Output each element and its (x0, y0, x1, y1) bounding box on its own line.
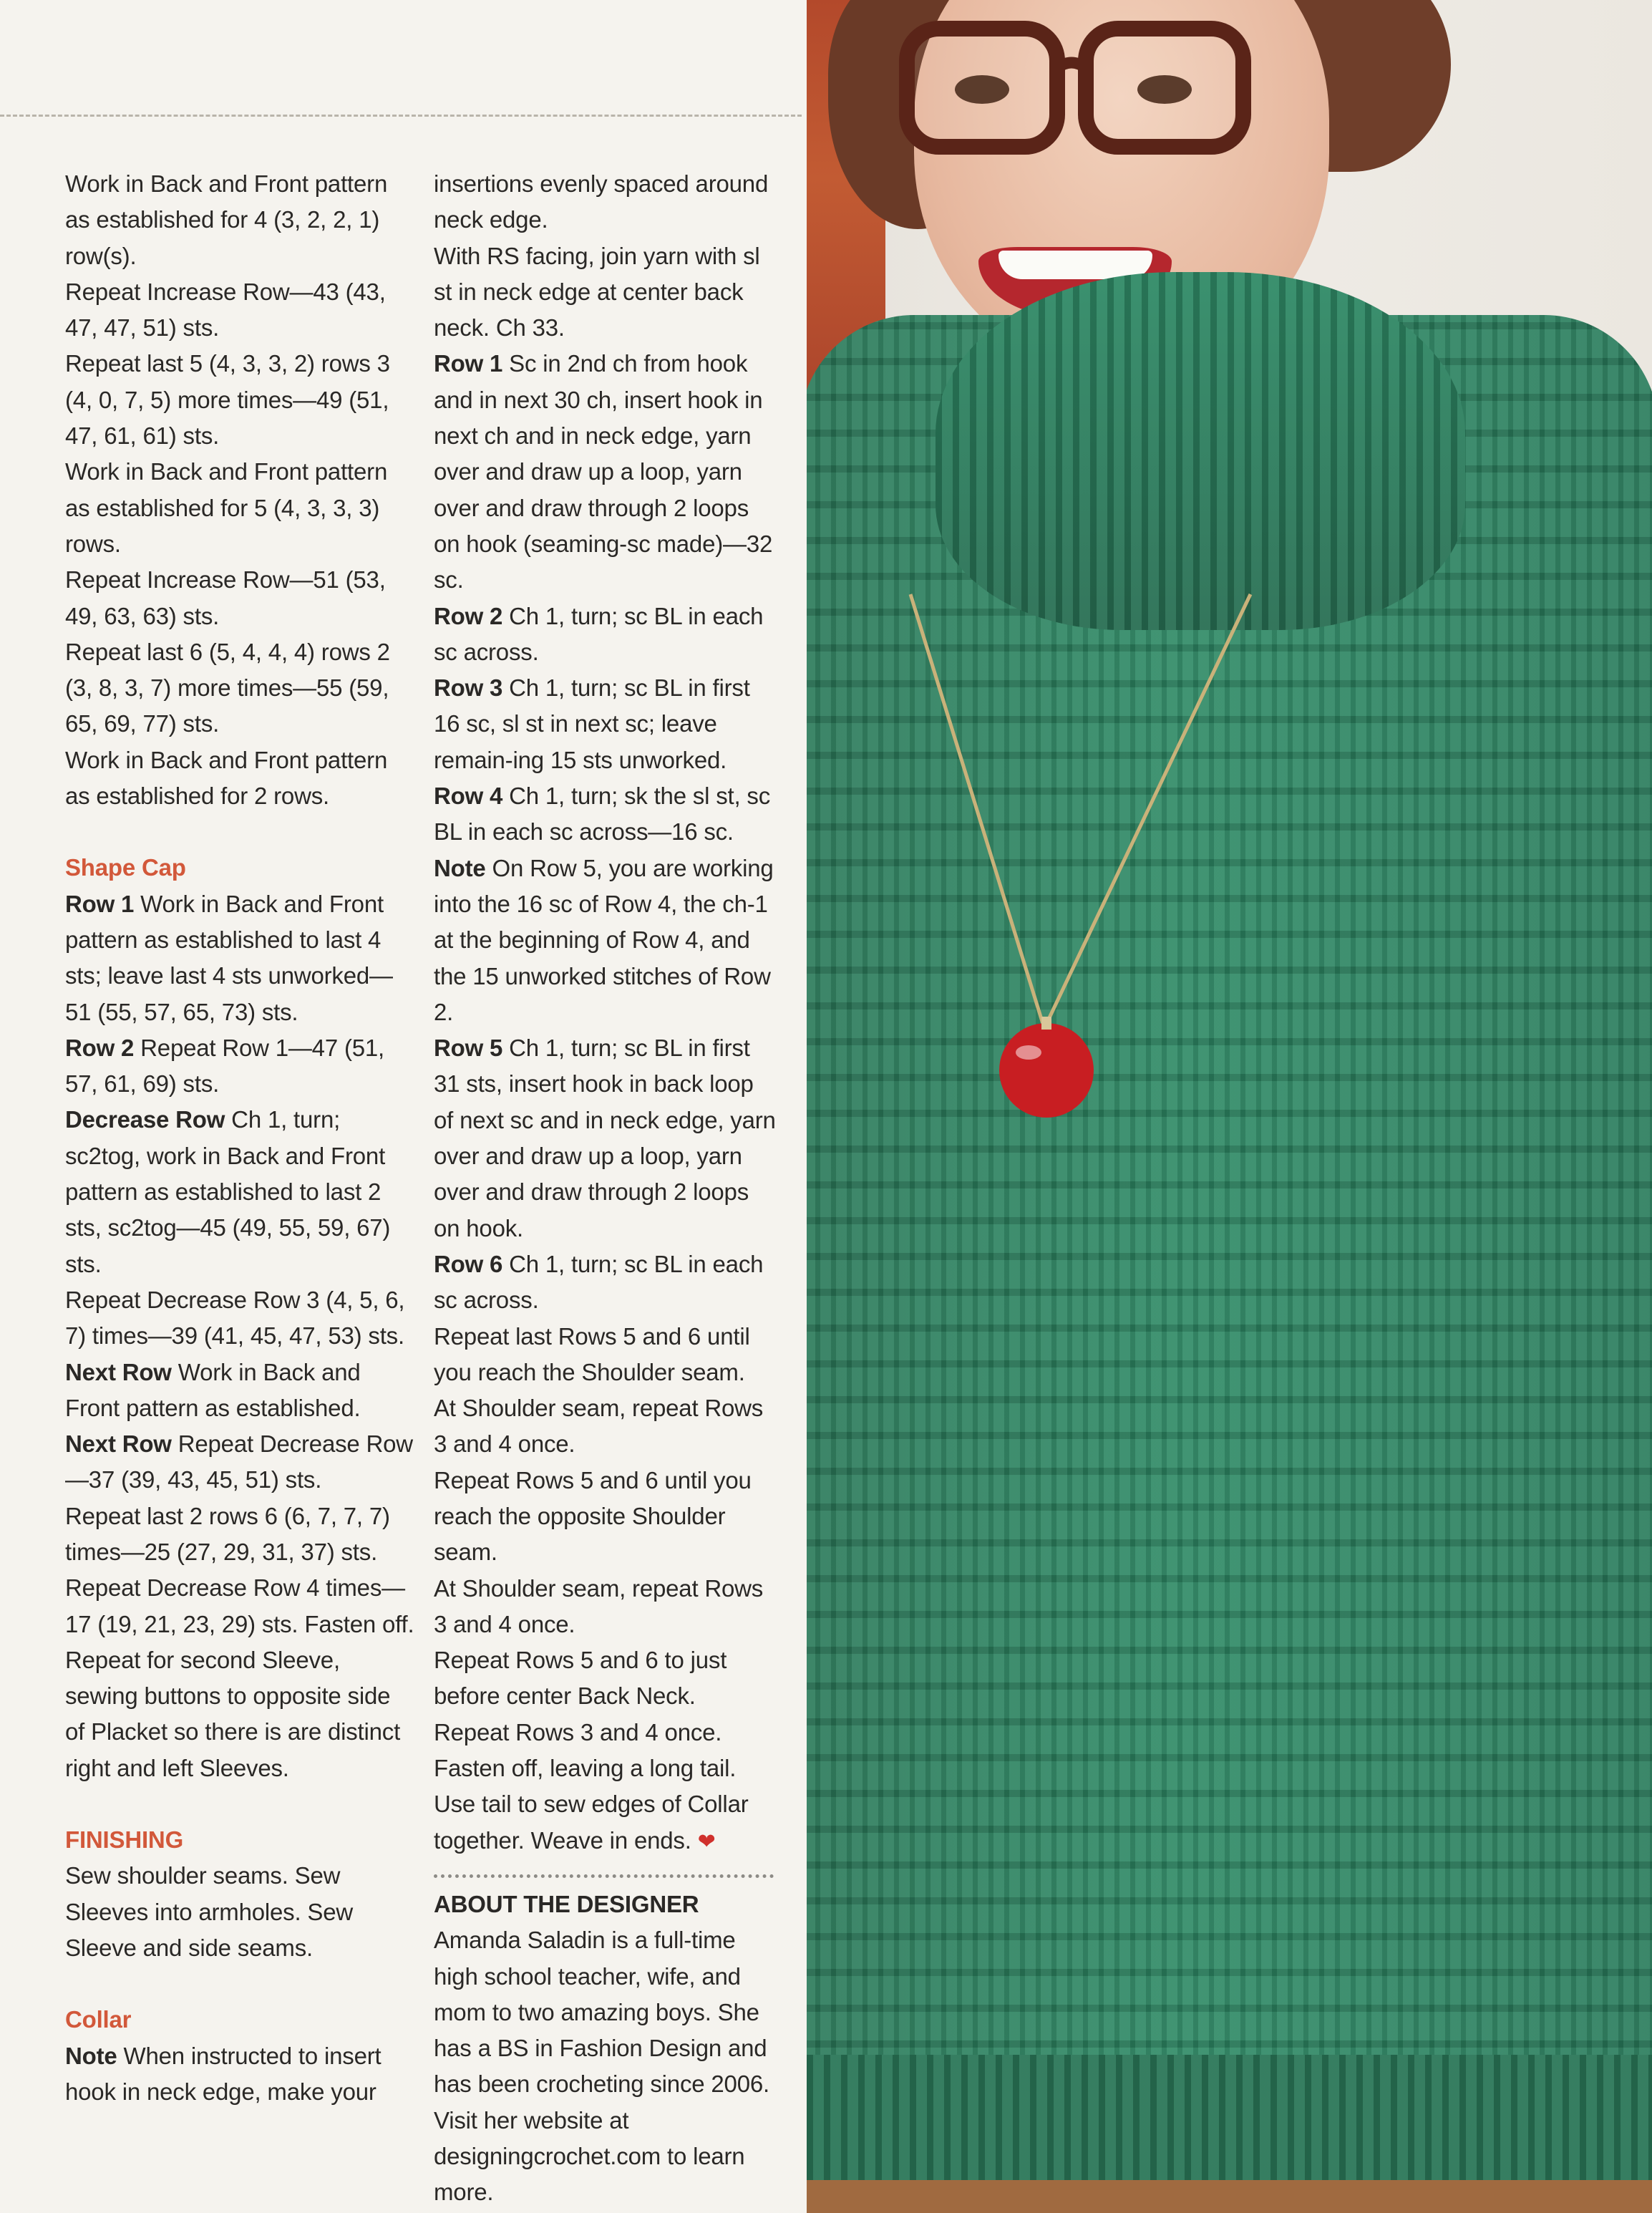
row-label: Row 5 (434, 1035, 503, 1062)
row-instruction: Decrease Row Ch 1, turn; sc2tog, work in Back and Front pattern as established to last 2 sts, sc2tog—45 (49, 55, 59, 67) sts. (65, 1106, 391, 1277)
paragraph: Work in Back and Front pattern as established for 2 rows. (65, 746, 388, 810)
row-label: Row 1 (65, 890, 135, 917)
row-label: Row 1 (434, 350, 503, 377)
paragraph: Repeat last 2 rows 6 (6, 7, 7, 7) times—25 (27, 29, 31, 37) sts. (65, 1502, 390, 1565)
section-heading-collar: Collar (65, 2006, 132, 2033)
row-label: Next Row (65, 1430, 172, 1458)
paragraph: Fasten off, leaving a long tail. Use tail to sew edges of Collar together. Weave in ends. ❤ (434, 1755, 749, 1854)
paragraph: Repeat Rows 5 and 6 to just before center Back Neck. (434, 1647, 727, 1710)
paragraph: insertions evenly spaced around neck edge. (434, 170, 769, 233)
row-instruction: Row 6 Ch 1, turn; sc BL in each sc across. (434, 1250, 764, 1314)
paragraph: Repeat for second Sleeve, sewing buttons to opposite side of Placket so there is are distinct right and left Sleeves. (65, 1646, 401, 1781)
instructions-column-2 (434, 166, 777, 2211)
row-instruction: Next Row Repeat Decrease Row—37 (39, 43, 45, 51) sts. (65, 1430, 413, 1493)
row-instruction: Row 2 Ch 1, turn; sc BL in each sc across. (434, 602, 764, 665)
apple-necklace-icon (807, 0, 1652, 2213)
paragraph: Sew shoulder seams. Sew Sleeves into armholes. Sew Sleeve and side seams. (65, 1862, 353, 1961)
note: Note When instructed to insert hook in neck edge, make your (65, 2042, 382, 2105)
note-label: Note (65, 2042, 117, 2069)
paragraph: With RS facing, join yarn with sl st in neck edge at center back neck. Ch 33. (434, 242, 760, 342)
row-label: Row 2 (434, 602, 503, 629)
paragraph: Repeat Rows 3 and 4 once. (434, 1718, 722, 1745)
designer-bio: Amanda Saladin is a full-time high school teacher, wife, and mom to two amazing boys. She has a BS in Fashion Design and has been crocheting since 2006. Visit her website at designingcrochet.com to learn more. (434, 1927, 769, 2206)
note: Note On Row 5, you are working into the 16 sc of Row 4, the ch-1 at the beginning of Row 4, and the 15 unworked stitches of Row 2. (434, 854, 774, 1025)
model-photo (807, 0, 1652, 2213)
paragraph: Repeat Increase Row—51 (53, 49, 63, 63) sts. (65, 566, 386, 629)
paragraph: Repeat Decrease Row 3 (4, 5, 6, 7) times—39 (41, 45, 47, 53) sts. (65, 1286, 405, 1350)
row-instruction: Row 1 Sc in 2nd ch from hook and in next 30 ch, insert hook in next ch and in neck edge, yarn over and draw up a loop, yarn over and draw through 2 loops on hook (seaming-sc made)—32 sc. (434, 350, 773, 594)
row-instruction: Row 1 Work in Back and Front pattern as established to last 4 sts; leave last 4 sts unworked—51 (55, 57, 65, 73) sts. (65, 890, 393, 1025)
row-label: Next Row (65, 1358, 172, 1385)
note-label: Note (434, 854, 486, 881)
paragraph: Repeat Increase Row—43 (43, 47, 47, 51) sts. (65, 278, 386, 342)
row-instruction: Row 4 Ch 1, turn; sk the sl st, sc BL in each sc across—16 sc. (434, 783, 771, 846)
row-instruction: Row 5 Ch 1, turn; sc BL in first 31 sts, insert hook in back loop of next sc and in neck edge, yarn over and draw up a loop, yarn over and draw through 2 loops on hook. (434, 1035, 776, 1241)
paragraph: Work in Back and Front pattern as established for 4 (3, 2, 2, 1) row(s). (65, 170, 388, 269)
heart-icon: ❤ (697, 1829, 716, 1854)
paragraph: Repeat last 6 (5, 4, 4, 4) rows 2 (3, 8, 3, 7) more times—55 (59, 65, 69, 77) sts. (65, 638, 390, 737)
paragraph: Repeat Decrease Row 4 times—17 (19, 21, 23, 29) sts. Fasten off. (65, 1574, 414, 1637)
row-instruction: Next Row Work in Back and Front pattern as established. (65, 1358, 361, 1421)
paragraph: Repeat Rows 5 and 6 until you reach the opposite Shoulder seam. (434, 1466, 752, 1566)
row-label: Row 4 (434, 783, 503, 810)
row-label: Row 2 (65, 1034, 135, 1061)
dashed-divider (0, 115, 802, 117)
paragraph: Repeat last 5 (4, 3, 3, 2) rows 3 (4, 0, 7, 5) more times—49 (51, 47, 61, 61) sts. (65, 350, 390, 450)
row-label: Row 6 (434, 1250, 503, 1277)
row-instruction: Row 2 Repeat Row 1—47 (51, 57, 61, 69) sts. (65, 1034, 385, 1098)
row-label: Decrease Row (65, 1106, 225, 1133)
paragraph: Work in Back and Front pattern as established for 5 (4, 3, 3, 3) rows. (65, 458, 388, 557)
instructions-column-1 (65, 166, 416, 2110)
section-heading-shape-cap: Shape Cap (65, 854, 186, 881)
designer-heading: ABOUT THE DESIGNER (434, 1890, 699, 1917)
paragraph: At Shoulder seam, repeat Rows 3 and 4 once. (434, 1395, 764, 1458)
row-instruction: Row 3 Ch 1, turn; sc BL in first 16 sc, sl st in next sc; leave remain-ing 15 sts unworked. (434, 674, 750, 773)
paragraph: At Shoulder seam, repeat Rows 3 and 4 once. (434, 1574, 764, 1637)
dotted-divider (434, 1874, 774, 1878)
row-label: Row 3 (434, 674, 503, 702)
section-heading-finishing: FINISHING (65, 1826, 184, 1854)
paragraph: Repeat last Rows 5 and 6 until you reach the Shoulder seam. (434, 1322, 750, 1385)
